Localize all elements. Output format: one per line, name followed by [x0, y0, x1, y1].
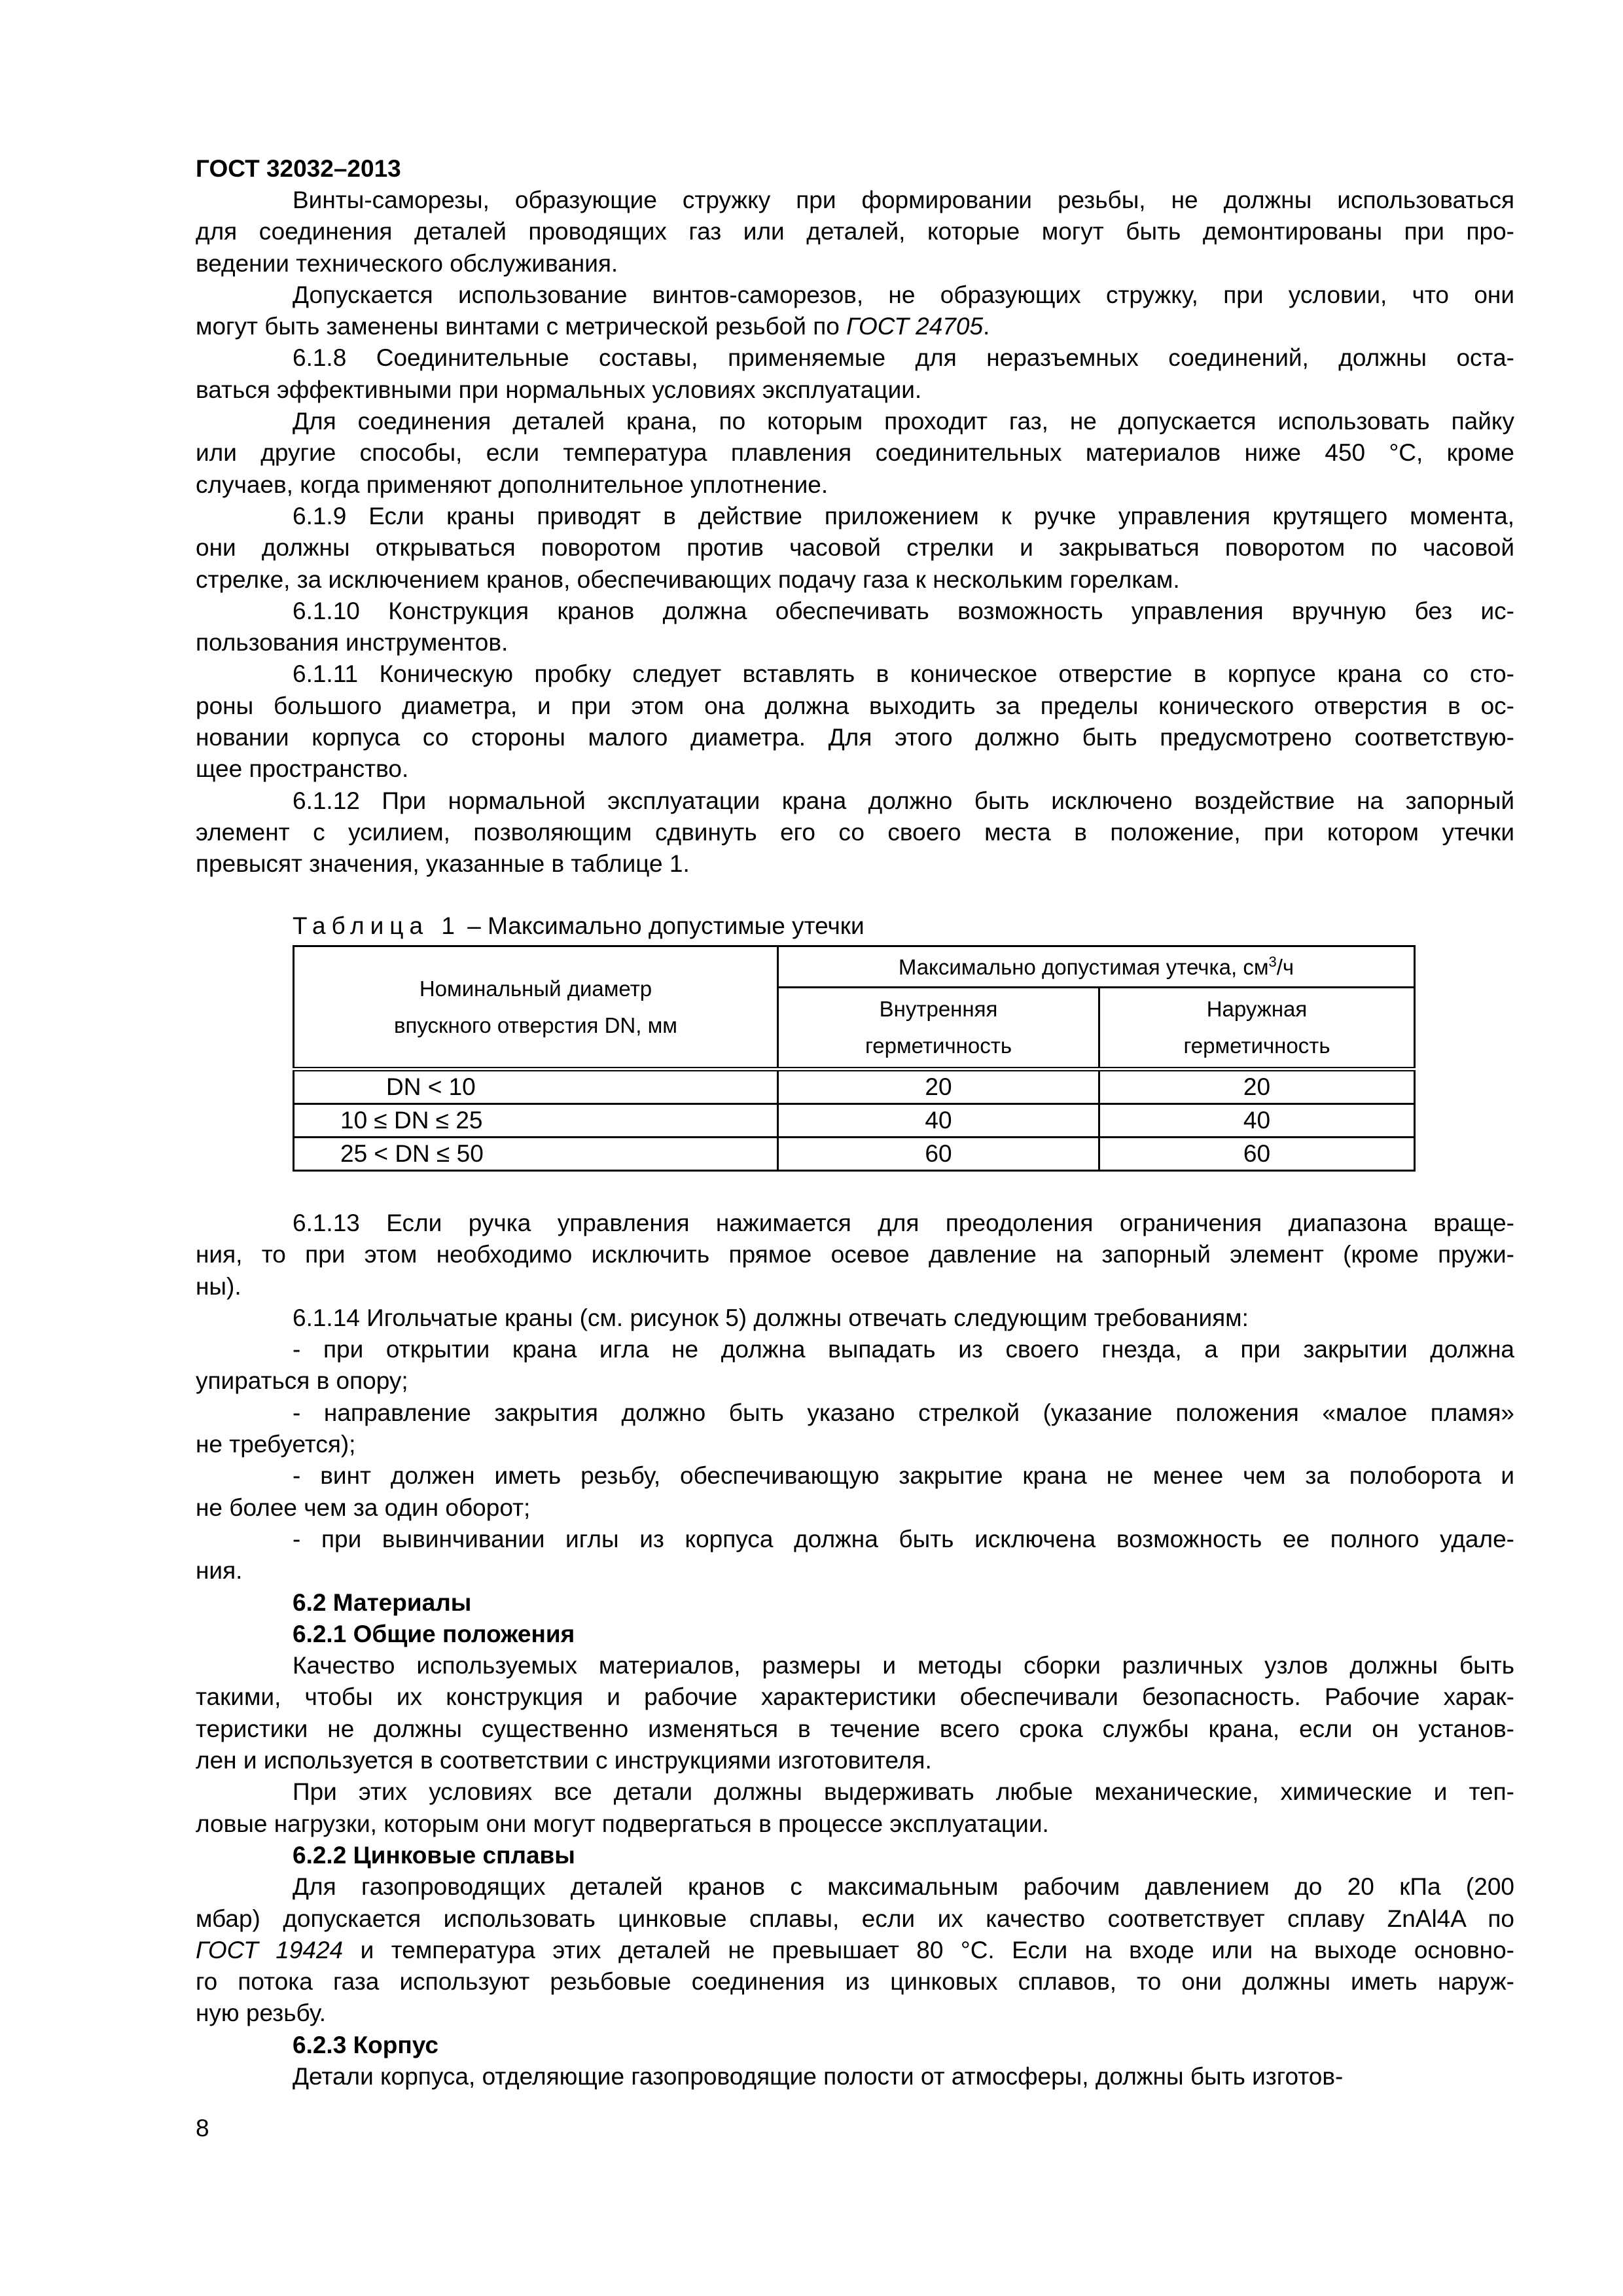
text-line — [196, 1935, 1514, 1966]
text-line: Для газопроводящих деталей кранов с максимальным рабочим давлением до 20 кПа (200 — [293, 1873, 1514, 1901]
text-line: роны большого диаметра, и при этом она должна выходить за пределы конического отверстия в ос- — [196, 692, 1514, 719]
text-line: Детали корпуса, отделяющие газопроводящие полости от атмосферы, должны быть изготов- — [293, 2063, 1344, 2090]
cell-external: 20 — [1099, 1069, 1415, 1104]
text-line: Качество используемых материалов, размеры и методы сборки различных узлов должны быть — [293, 1652, 1514, 1679]
paragraph — [196, 1334, 1514, 1397]
header-max-leakage — [778, 946, 1415, 988]
cell-external: 40 — [1099, 1104, 1415, 1138]
paragraph — [196, 1460, 1514, 1524]
paragraph — [196, 785, 1514, 880]
cell-dn: 10 ≤ DN ≤ 25 — [294, 1104, 778, 1138]
text-line: При этих условиях все детали должны выдерживать любые механические, химические и теп- — [293, 1778, 1514, 1806]
text-line: щее пространство. — [196, 755, 409, 783]
table-caption — [293, 910, 865, 942]
standard-reference: ГОСТ 19424 — [196, 1936, 344, 1964]
table-caption-text: – Максимально допустимые утечки — [460, 912, 865, 939]
paragraph — [196, 1302, 1514, 1334]
text-line: упираться в опору; — [196, 1367, 408, 1395]
text-line — [196, 311, 1514, 342]
text-line: не требуется); — [196, 1431, 356, 1458]
text-line: стрелке, за исключением кранов, обеспечивающих подачу газа к нескольким горелкам. — [196, 565, 1180, 593]
paragraph — [196, 501, 1514, 596]
text-line: - при вывинчивании иглы из корпуса должна быть исключена возможность ее полного удале- — [293, 1525, 1514, 1552]
text-line: 6.1.8 Соединительные составы, применяемые для неразъемных соединений, должны оста- — [293, 344, 1514, 372]
section-heading — [196, 1587, 1514, 1619]
text-line: случаев, когда применяют дополнительное уплотнение. — [196, 471, 829, 498]
section-heading — [196, 1840, 1514, 1871]
cell-dn: DN < 10 — [294, 1069, 778, 1104]
text-segment: и температура этих деталей не превышает 80 °С. Если на входе или на выходе основно- — [343, 1936, 1514, 1964]
text-line: 6.2 Материалы — [293, 1588, 472, 1616]
paragraph — [196, 1776, 1514, 1840]
text-line: или другие способы, если температура плавления соединительных материалов ниже 450 °С, кроме — [196, 439, 1514, 467]
header-unit: /ч — [1276, 955, 1294, 979]
text-line: ную резьбу. — [196, 2000, 327, 2027]
header-external — [1099, 988, 1415, 1069]
cell-dn: 25 < DN ≤ 50 — [294, 1138, 778, 1171]
paragraph — [196, 342, 1514, 406]
text-line: 6.2.2 Цинковые сплавы — [293, 1841, 575, 1869]
paragraph — [196, 596, 1514, 659]
paragraph — [196, 1208, 1514, 1302]
text-line: новании корпуса со стороны малого диаметра. Для этого должно быть предусмотрено соответствую- — [196, 724, 1514, 751]
header-line: Номинальный диаметр — [419, 976, 652, 1001]
text-line: превысят значения, указанные в таблице 1. — [196, 850, 690, 878]
header-nominal-diameter — [294, 946, 778, 1069]
table-row — [294, 1069, 1415, 1104]
text-line: 6.1.13 Если ручка управления нажимается для преодоления ограничения диапазона враще- — [293, 1210, 1514, 1236]
text-line: элемент с усилием, позволяющим сдвинуть его со своего места в положение, при котором утечки — [196, 818, 1514, 846]
text-line: ны). — [196, 1272, 241, 1300]
text-line: такими, чтобы их конструкция и рабочие характеристики обеспечивали безопасность. Рабочие харак- — [196, 1683, 1514, 1711]
page-number: 8 — [196, 2115, 209, 2142]
text-line: они должны открываться поворотом против часовой стрелки и закрываться поворотом по часовой — [196, 534, 1514, 562]
header-line: герметичность — [1183, 1033, 1330, 1058]
text-line: теристики не должны существенно изменяться в течение всего срока службы крана, если он установ- — [196, 1715, 1514, 1742]
paragraph — [196, 185, 1514, 279]
superscript: 3 — [1268, 954, 1277, 970]
header-line: впускного отверстия DN, мм — [394, 1013, 677, 1037]
text-line: ваться эффективными при нормальных условиях эксплуатации. — [196, 376, 922, 403]
text-line: мбар) допускается использовать цинковые сплавы, если их качество соответствует сплаву ZnAl4A по — [196, 1905, 1514, 1932]
paragraph — [196, 1871, 1514, 2029]
header-text: Максимально допустимая утечка, см — [898, 955, 1269, 979]
text-line: пользования инструментов. — [196, 629, 508, 656]
text-line: для соединения деталей проводящих газ или деталей, которые могут быть демонтированы при про- — [196, 218, 1514, 245]
text-line: ведении технического обслуживания. — [196, 249, 618, 277]
text-line: Допускается использование винтов-саморезов, не образующих стружку, при условии, что они — [293, 281, 1514, 308]
text-line: 6.1.11 Коническую пробку следует вставлять в коническое отверстие в корпусе крана со сто- — [293, 660, 1514, 688]
table-caption-label: Таблица 1 — [293, 912, 461, 939]
text-segment: . — [983, 313, 990, 340]
paragraph — [196, 2061, 1514, 2092]
body-text-top — [196, 185, 1514, 880]
header-line: Внутренняя — [879, 997, 998, 1021]
header-line: Наружная — [1206, 997, 1308, 1021]
cell-internal: 40 — [778, 1104, 1099, 1138]
section-heading — [196, 1619, 1514, 1650]
text-line: Винты-саморезы, образующие стружку при формировании резьбы, не должны использоваться — [293, 187, 1514, 213]
text-line: 6.1.9 Если краны приводят в действие приложением к ручке управления крутящего момента, — [293, 502, 1514, 529]
paragraph — [196, 1650, 1514, 1776]
paragraph — [196, 1524, 1514, 1587]
text-line: ния, то при этом необходимо исключить прямое осевое давление на запорный элемент (кроме пружи- — [196, 1241, 1514, 1268]
text-line: 6.2.1 Общие положения — [293, 1620, 575, 1647]
paragraph — [196, 406, 1514, 501]
table-row — [294, 1138, 1415, 1171]
paragraph — [196, 279, 1514, 343]
text-line: - при открытии крана игла не должна выпадать из своего гнезда, а при закрытии должна — [293, 1336, 1514, 1363]
cell-internal: 20 — [778, 1069, 1099, 1104]
standard-reference: ГОСТ 24705 — [846, 313, 984, 340]
text-segment: могут быть заменены винтами с метрической резьбой по — [196, 313, 847, 340]
cell-external: 60 — [1099, 1138, 1415, 1171]
leakage-table — [293, 945, 1416, 1172]
text-line: 6.1.10 Конструкция кранов должна обеспечивать возможность управления вручную без ис- — [293, 597, 1514, 624]
text-line: 6.1.12 При нормальной эксплуатации крана должно быть исключено воздействие на запорный — [293, 787, 1514, 814]
text-line: - направление закрытия должно быть указано стрелкой (указание положения «малое пламя» — [293, 1399, 1514, 1426]
paragraph — [196, 1397, 1514, 1461]
header-internal — [778, 988, 1099, 1069]
text-line: го потока газа используют резьбовые соединения из цинковых сплавов, то они должны иметь наруж- — [196, 1968, 1514, 1996]
text-line: ния. — [196, 1557, 243, 1585]
table-row — [294, 1104, 1415, 1138]
text-line: 6.1.14 Игольчатые краны (см. рисунок 5) должны отвечать следующим требованиям: — [293, 1304, 1249, 1331]
cell-internal: 60 — [778, 1138, 1099, 1171]
document-header: ГОСТ 32032–2013 — [196, 155, 401, 182]
text-line: лен и используется в соответствии с инструкциями изготовителя. — [196, 1747, 932, 1774]
text-line: ловые нагрузки, которым они могут подвергаться в процессе эксплуатации. — [196, 1810, 1049, 1837]
text-line: Для соединения деталей крана, по которым проходит газ, не допускается использовать пайку — [293, 408, 1514, 435]
section-heading — [196, 2030, 1514, 2061]
text-line: 6.2.3 Корпус — [293, 2031, 438, 2058]
text-line: не более чем за один оборот; — [196, 1494, 531, 1521]
text-line: - винт должен иметь резьбу, обеспечивающую закрытие крана не менее чем за полоборота и — [293, 1462, 1514, 1490]
body-text-bottom — [196, 1208, 1514, 2092]
paragraph — [196, 658, 1514, 785]
header-line: герметичность — [865, 1033, 1012, 1058]
